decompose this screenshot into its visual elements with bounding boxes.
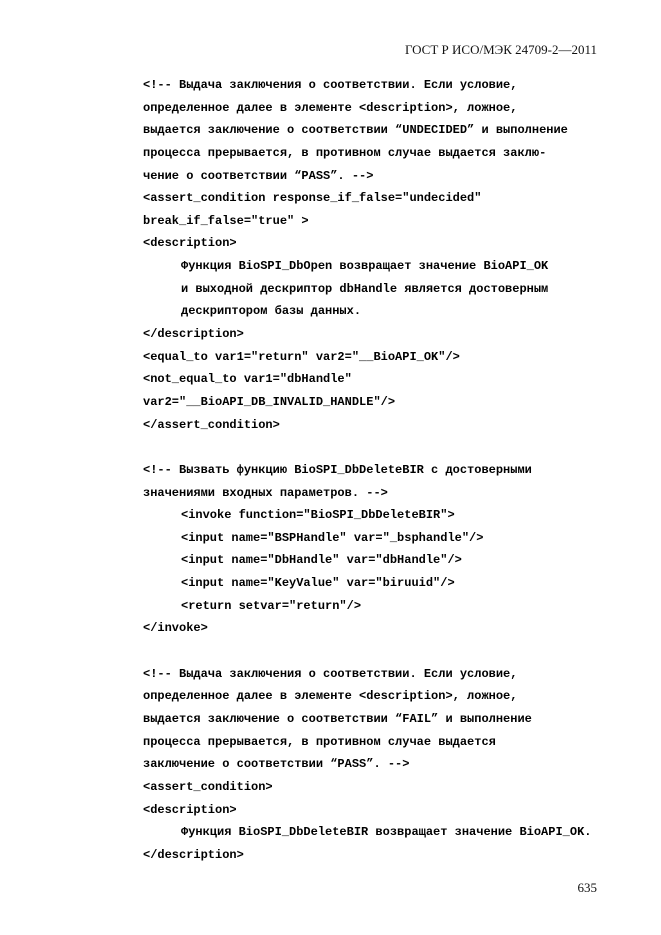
description-open: <description> <box>143 802 237 817</box>
blank-line <box>143 640 613 663</box>
comment-line: значениями входных параметров. --> <box>143 485 388 500</box>
description-text: Функция BioSPI_DbOpen возвращает значение BioAPI_OK <box>181 259 549 274</box>
assert-condition-open-cont: break_if_false="true" > <box>143 213 309 228</box>
not-equal-to-element-cont: var2="__BioAPI_DB_INVALID_HANDLE"/> <box>143 394 396 409</box>
description-text: и выходной дескриптор dbHandle является достоверным <box>181 281 549 296</box>
comment-line: заключение о соответствии “PASS”. --> <box>143 757 410 772</box>
page-number: 635 <box>577 880 597 895</box>
comment-line: <!-- Вызвать функцию BioSPI_DbDeleteBIR с достоверными <box>143 462 532 477</box>
xml-code-listing <box>143 74 613 866</box>
comment-line: процесса прерывается, в противном случае выдается <box>143 734 496 749</box>
description-close: </description> <box>143 847 244 862</box>
input-element: <input name="KeyValue" var="biruuid"/> <box>181 576 455 591</box>
comment-line: выдается заключение о соответствии “UNDECIDED” и выполнение <box>143 123 568 138</box>
invoke-close: </invoke> <box>143 621 208 636</box>
page-header: ГОСТ Р ИСО/МЭК 24709-2—2011 <box>404 42 597 57</box>
description-text: дескриптором базы данных. <box>181 304 362 319</box>
description-close: </description> <box>143 327 244 342</box>
description-open: <description> <box>143 236 237 251</box>
not-equal-to-element: <not_equal_to var1="dbHandle" <box>143 372 352 387</box>
return-element: <return setvar="return"/> <box>181 598 362 613</box>
blank-line <box>143 436 613 459</box>
comment-line: <!-- Выдача заключения о соответствии. Если условие, <box>143 666 518 681</box>
assert-condition-close: </assert_condition> <box>143 417 280 432</box>
assert-condition-open: <assert_condition> <box>143 779 273 794</box>
comment-line: определенное далее в элементе <description>, ложное, <box>143 100 518 115</box>
comment-line: процесса прерывается, в противном случае выдается заклю- <box>143 145 547 160</box>
assert-condition-open: <assert_condition response_if_false="undecided" <box>143 191 482 206</box>
comment-line: выдается заключение о соответствии “FAIL” и выполнение <box>143 711 532 726</box>
comment-line: чение о соответствии “PASS”. --> <box>143 168 374 183</box>
input-element: <input name="DbHandle" var="dbHandle"/> <box>181 553 462 568</box>
comment-line: <!-- Выдача заключения о соответствии. Если условие, <box>143 78 518 92</box>
invoke-open: <invoke function="BioSPI_DbDeleteBIR"> <box>181 508 455 523</box>
description-text: Функция BioSPI_DbDeleteBIR возвращает значение BioAPI_OK. <box>181 825 592 840</box>
equal-to-element: <equal_to var1="return" var2="__BioAPI_OK"/> <box>143 349 460 364</box>
input-element: <input name="BSPHandle" var="_bsphandle"/> <box>181 530 484 545</box>
comment-line: определенное далее в элементе <description>, ложное, <box>143 689 518 704</box>
